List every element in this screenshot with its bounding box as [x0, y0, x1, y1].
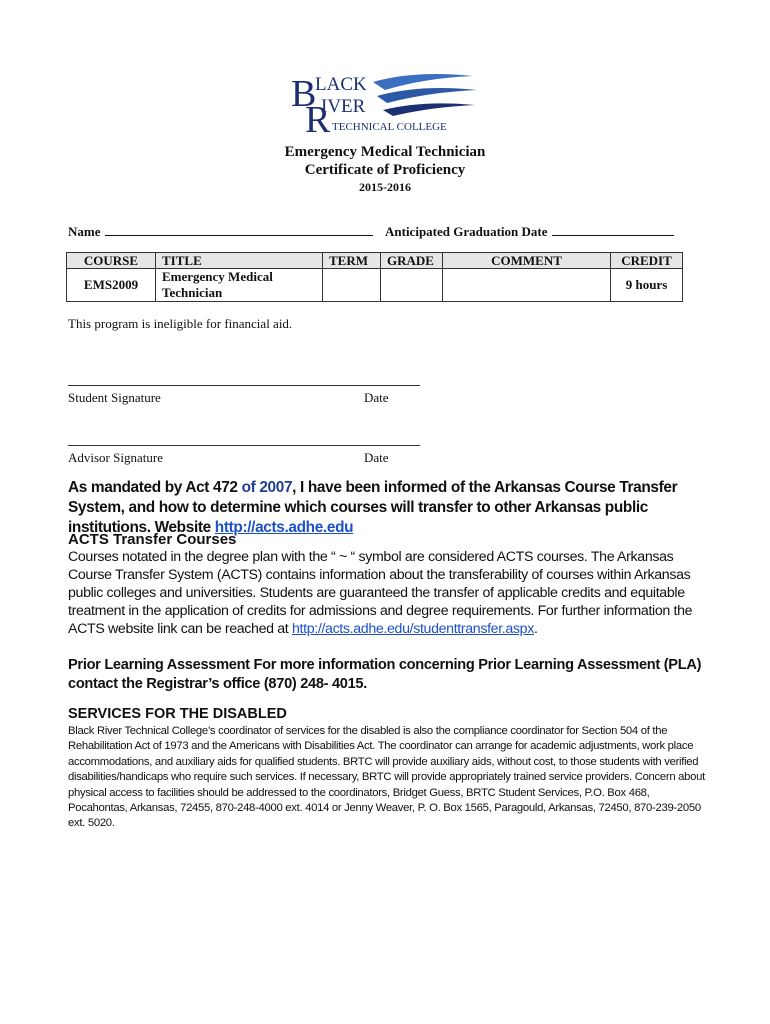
advisor-signature-line[interactable]	[68, 445, 420, 446]
acts-paragraph	[68, 548, 708, 638]
graduation-date-input-line[interactable]	[552, 223, 674, 236]
advisor-date-label: Date	[364, 450, 389, 465]
course-table	[66, 252, 683, 302]
act-statement	[68, 478, 708, 538]
logo-line1: LACK	[315, 74, 367, 95]
advisor-signature-label: Advisor Signature	[68, 450, 163, 465]
acts-heading: ACTS Transfer Courses	[68, 531, 237, 548]
student-signature-line[interactable]	[68, 385, 420, 386]
act-text-year: of 2007	[241, 479, 293, 496]
act-text-1: As mandated by Act 472	[68, 479, 242, 496]
document-title: Emergency Medical Technician	[284, 144, 486, 160]
college-logo	[285, 68, 485, 134]
cell-title-line2: Technician	[162, 285, 223, 300]
act-text-2: , I have been informed of the Arkansas Course Transfer System, and how to determine which courses will transfer to other Arkansas public institutions. Website	[68, 479, 678, 536]
logo-letter-r: R	[305, 99, 331, 134]
acts-website-link[interactable]: http://acts.adhe.edu	[214, 519, 354, 536]
name-field	[68, 223, 373, 240]
academic-year: 2015-2016	[359, 180, 411, 194]
acts-body: Courses notated in the degree plan with the “ ~ “ symbol are considered ACTS courses. The Arkansas Course Transfer System (ACTS) contains information about the transferability of courses within Arkansas public colleges and universities. Students are guaranteed the transfer of applicable credits and equitable treatment in the application of credits for admissions and degree requirements. For further information the ACTS website link can be reached at	[68, 549, 693, 637]
cell-grade[interactable]	[381, 269, 443, 302]
cell-credit: 9 hours	[611, 269, 683, 302]
name-input-line[interactable]	[105, 223, 373, 236]
disabled-services-paragraph: Black River Technical College’s coordinator of services for the disabled is also the compliance coordinator for Section 504 of the Rehabilitation Act of 1973 and the Americans with Disabilities Act. The coordinator can arrange for academic adjustments, work place accommodations, and auxiliary aids for qualified students. BRTC will provide auxiliary aids, without cost, to those students with verified disabilities/handicaps who require such services. If necessary, BRTC will provide appropriately trained service providers. Concern about physical access to facilities should be addressed to the coordinators, Bridget Guess, BRTC Student Services, P.O. Box 468, Pocahontas, Arkansas, 72455, 870-248-4000 ext. 4014 or Jenny Weaver, P. O. Box 1565, Paragould, Arkansas, 72450, 870-239-2050 ext. 5020.	[68, 725, 705, 830]
cell-title	[156, 269, 323, 302]
acts-transfer-link[interactable]: http://acts.adhe.edu/studenttransfer.aspx	[291, 621, 534, 637]
financial-aid-note: This program is ineligible for financial aid.	[68, 316, 293, 331]
header-credit: CREDIT	[611, 253, 683, 269]
document-subtitle: Certificate of Proficiency	[304, 162, 466, 178]
name-label: Name	[68, 224, 101, 239]
logo-waves	[373, 74, 477, 116]
student-date-label: Date	[364, 390, 389, 405]
cell-course: EMS2009	[67, 269, 156, 302]
pla-statement: Prior Learning Assessment For more information concerning Prior Learning Assessment (PLA) contact the Registrar’s office (870) 248- 4015.	[68, 657, 702, 692]
cell-term[interactable]	[323, 269, 381, 302]
logo-line2: IVER	[321, 96, 366, 117]
header-title: TITLE	[156, 253, 323, 269]
cell-title-line1: Emergency Medical	[162, 269, 273, 284]
header-term: TERM	[323, 253, 381, 269]
header-grade: GRADE	[381, 253, 443, 269]
cell-comment[interactable]	[443, 269, 611, 302]
table-row	[67, 269, 683, 302]
graduation-date-field	[385, 223, 674, 240]
acts-body-end: .	[533, 621, 538, 637]
table-header-row	[67, 253, 683, 269]
header-comment: COMMENT	[443, 253, 611, 269]
student-signature-label: Student Signature	[68, 390, 161, 405]
header-course: COURSE	[67, 253, 156, 269]
logo-line3: TECHNICAL COLLEGE	[332, 121, 447, 133]
graduation-date-label: Anticipated Graduation Date	[385, 224, 548, 239]
logo-letter-b: B	[291, 73, 317, 115]
disabled-services-heading: SERVICES FOR THE DISABLED	[68, 706, 287, 722]
